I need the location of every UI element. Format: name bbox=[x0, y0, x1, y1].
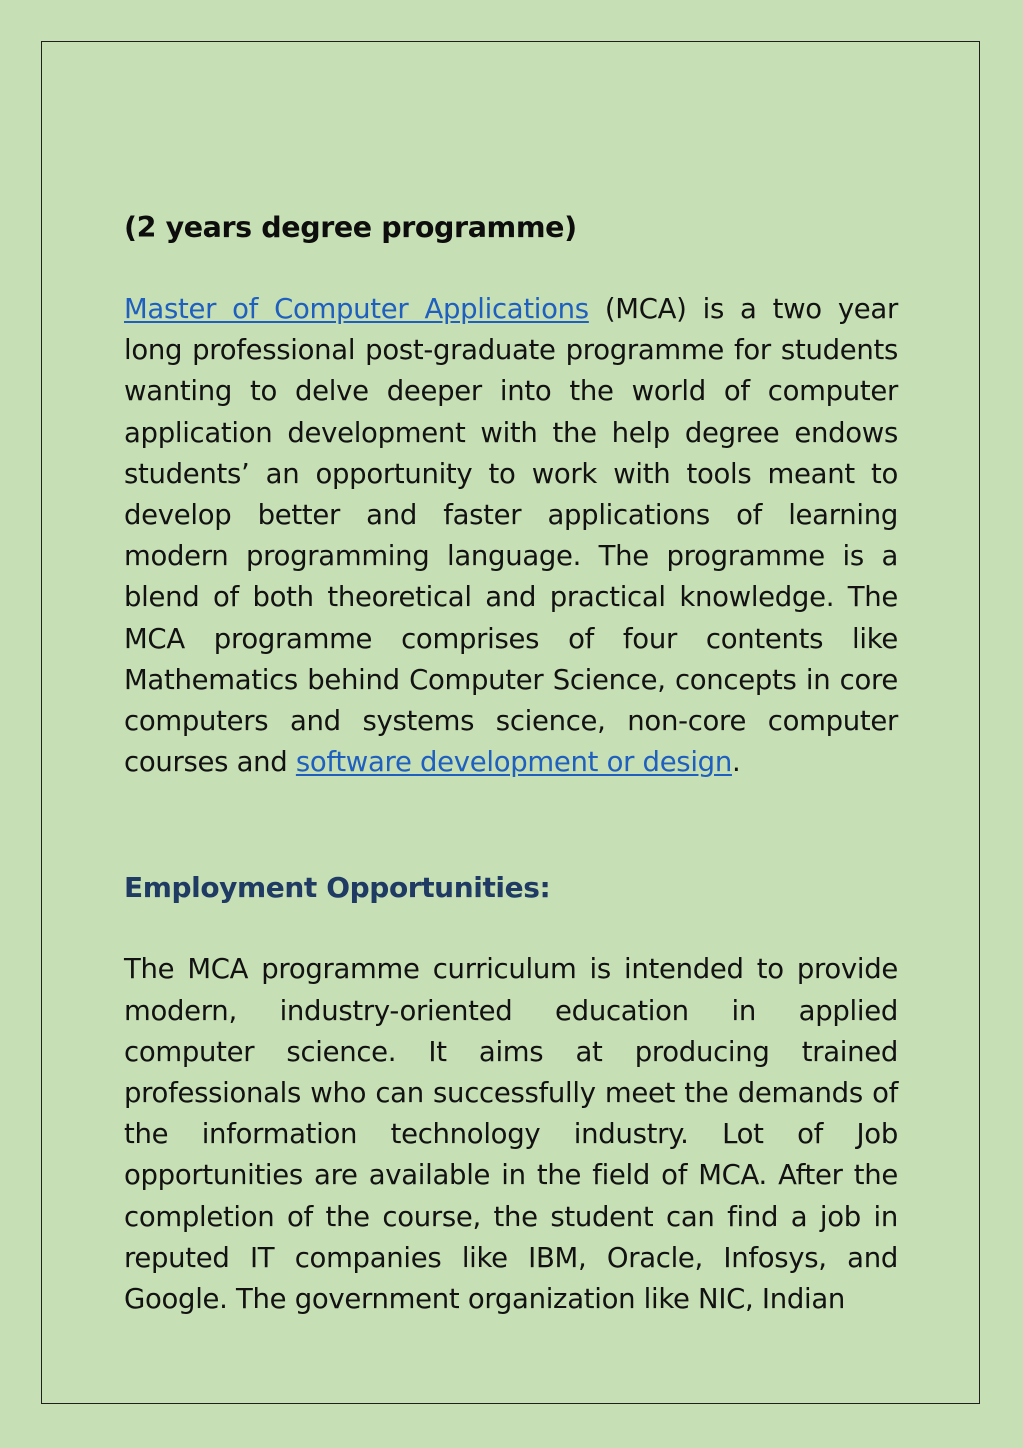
programme-duration-heading: (2 years degree programme) bbox=[124, 211, 577, 244]
document-content bbox=[124, 206, 898, 1320]
software-development-link[interactable]: software development or design bbox=[295, 746, 732, 779]
mca-link[interactable]: Master of Computer Applications bbox=[124, 293, 589, 325]
intro-end-punctuation: . bbox=[731, 746, 741, 779]
mca-intro-paragraph bbox=[124, 289, 898, 783]
employment-heading: Employment Opportunities: bbox=[124, 871, 551, 905]
intro-body-text: (MCA) is a two year long professional post-graduate programme for students wanting to delve deeper into the world of computer application development with the help degree endows students’ an opportunity to work with tools meant to develop better and faster applications of learning modern programming language. The programme is a blend of both theoretical and practical knowledge. The MCA programme comprises of four contents like Mathematics behind Computer Science, concepts in core computers and systems science, non-core computer courses and bbox=[124, 293, 898, 779]
employment-paragraph: The MCA programme curriculum is intended to provide modern, industry-oriented education in applied computer science. It aims at producing trained professionals who can successfully meet the demands of the information technology industry. Lot of Job opportunities are available in the field of MCA. After the completion of the course, the student can find a job in reputed IT companies like IBM, Oracle, Infosys, and Google. The government organization like NIC, Indian bbox=[124, 953, 898, 1316]
